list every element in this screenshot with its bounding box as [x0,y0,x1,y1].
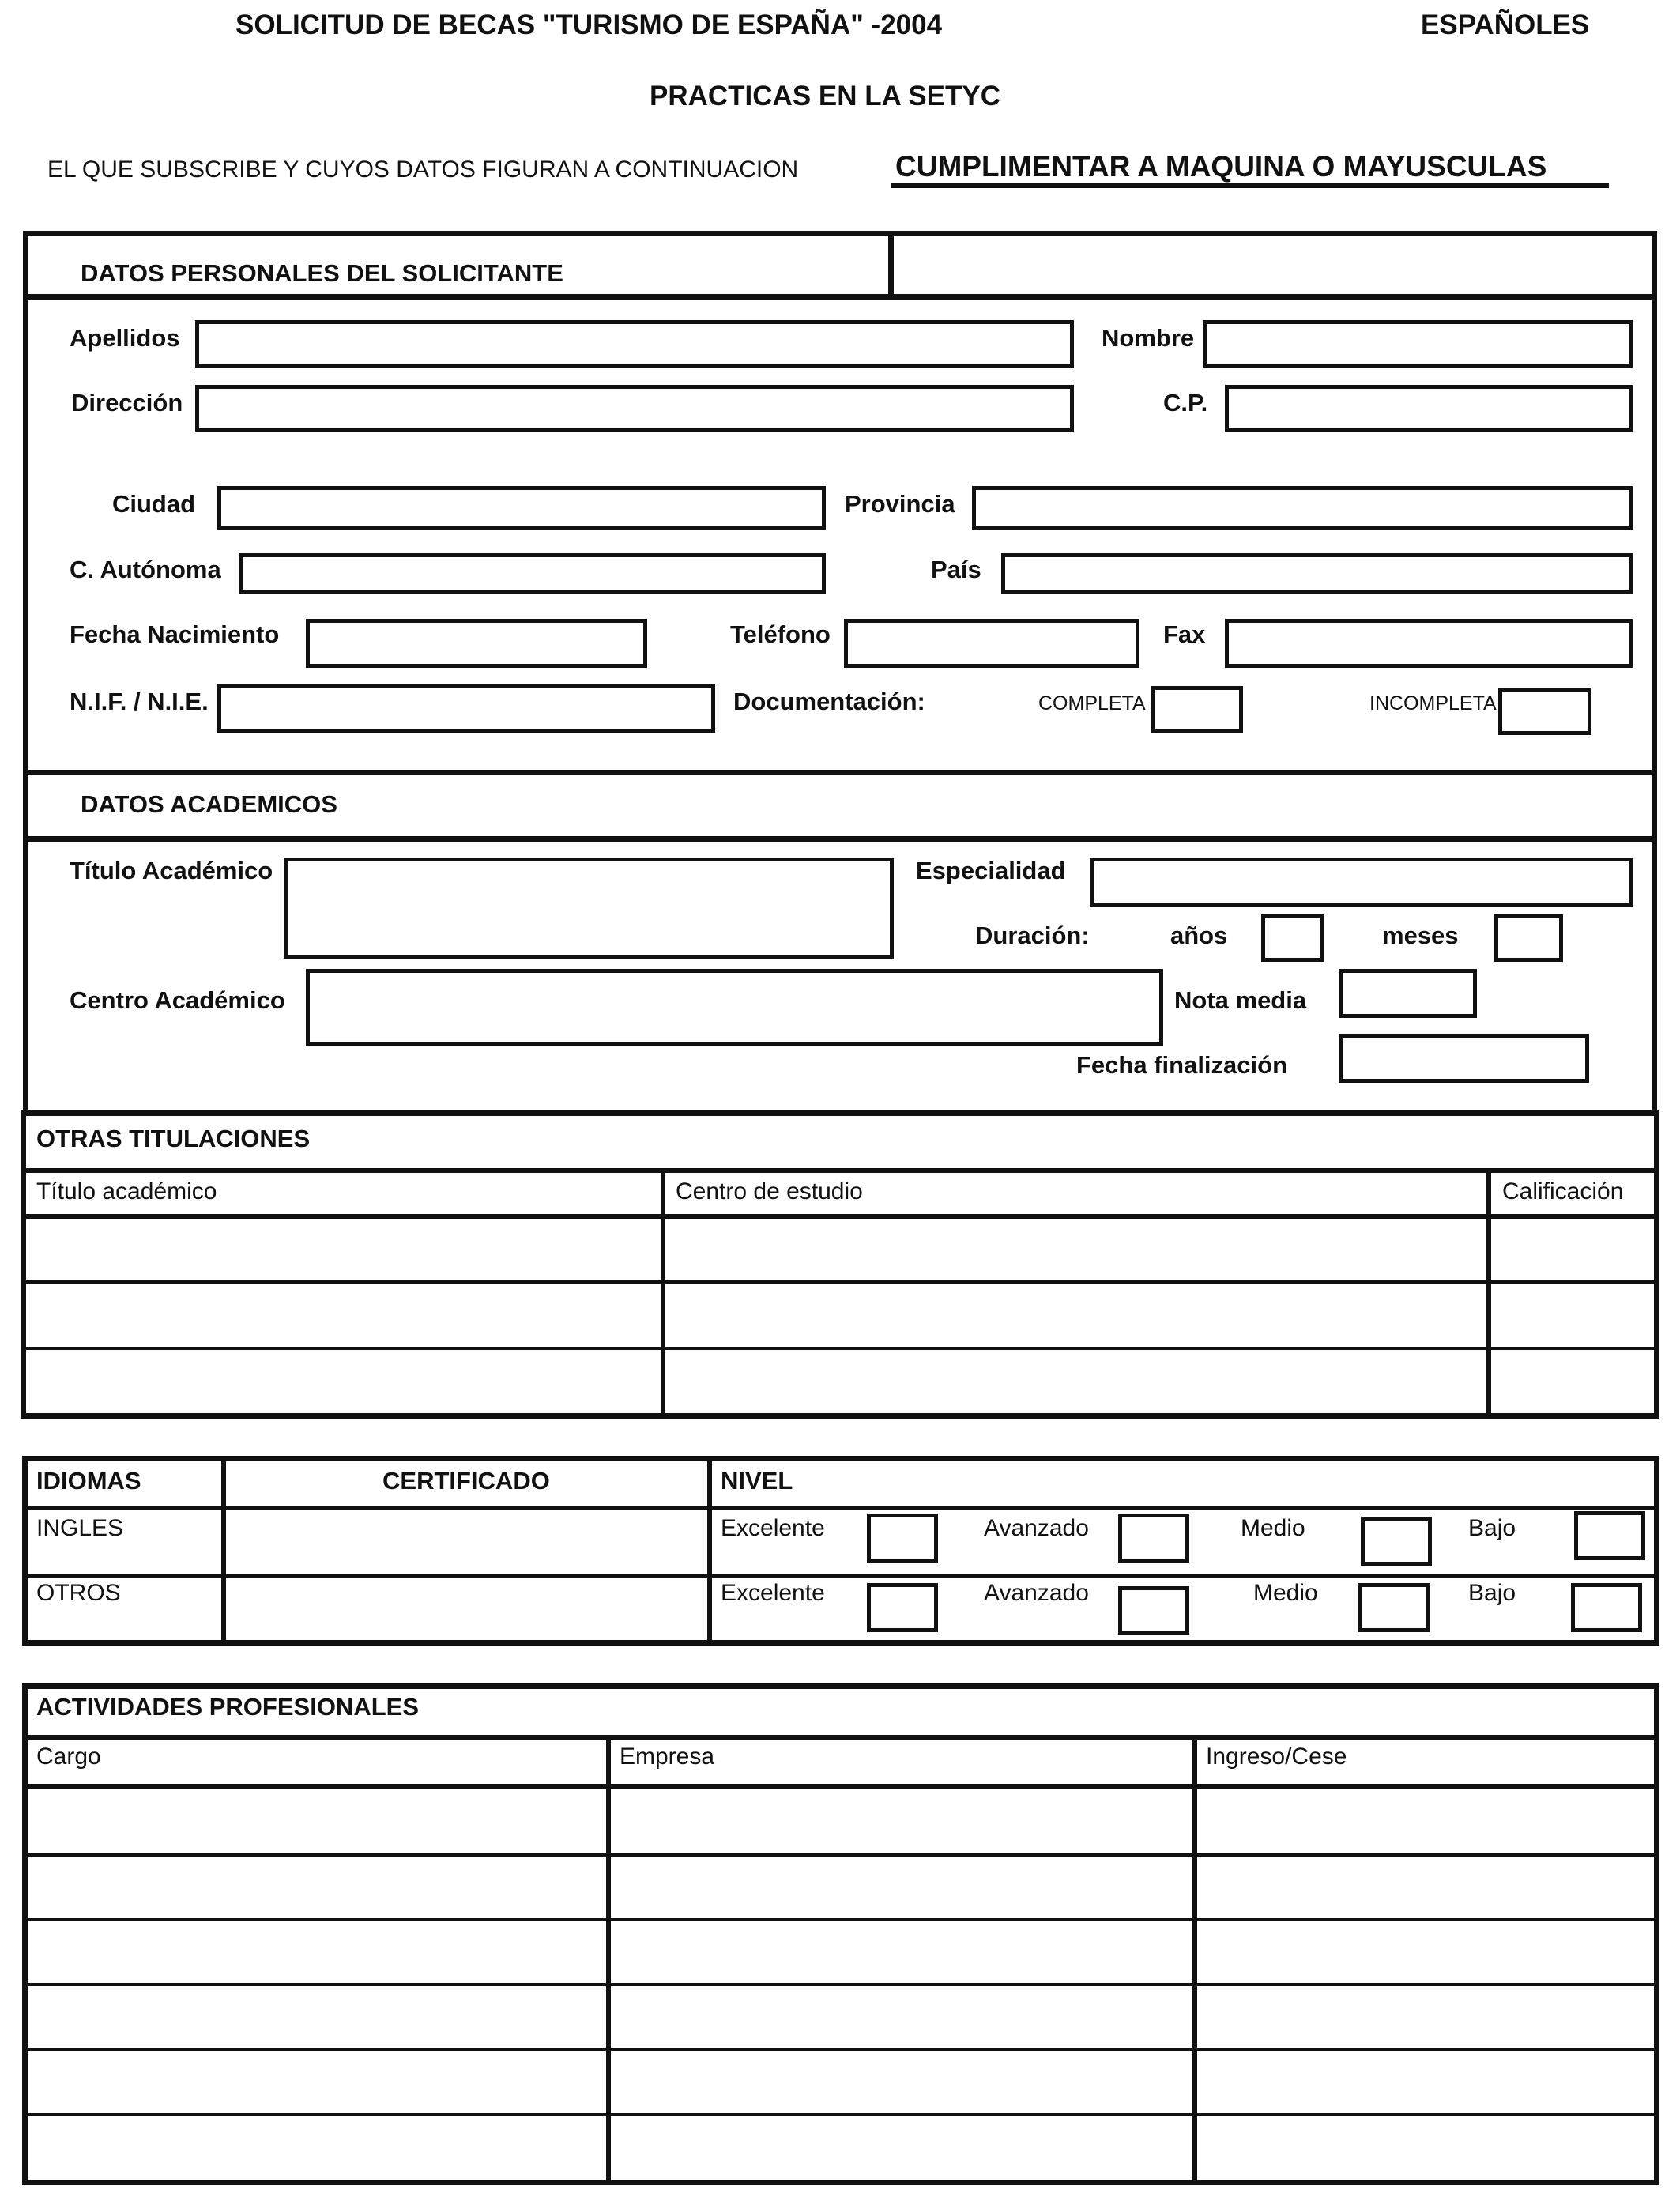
table-cell[interactable] [1491,1284,1654,1347]
table-cell[interactable] [28,2116,606,2180]
nif-field[interactable] [217,684,715,733]
ingles-certificado-cell[interactable] [226,1510,707,1574]
label-especialidad: Especialidad [916,857,1066,884]
label-incompleta: INCOMPLETA [1369,692,1497,714]
incompleta-checkbox[interactable] [1498,688,1591,735]
section-title-academic: DATOS ACADEMICOS [81,790,337,818]
academic-top-line [23,770,1657,775]
instruction-underline [891,183,1609,188]
fecha-finalizacion-field[interactable] [1339,1034,1589,1083]
category-label: ESPAÑOLES [1421,9,1590,40]
section-title-actividades: ACTIVIDADES PROFESIONALES [36,1693,419,1721]
label-fecha-finalizacion: Fecha finalización [1076,1051,1288,1079]
label-fax: Fax [1163,620,1206,648]
table-cell[interactable] [1197,1857,1654,1918]
col-cargo: Cargo [36,1744,101,1770]
provincia-field[interactable] [972,486,1633,530]
section-title-otras: OTRAS TITULACIONES [36,1125,311,1152]
row-otros: OTROS [36,1580,121,1606]
especialidad-field[interactable] [1090,858,1633,907]
otros-certificado-cell[interactable] [226,1578,707,1641]
idiomas-col-divider-2 [707,1456,712,1646]
ingles-excelente-label: Excelente [721,1515,825,1541]
nota-media-field[interactable] [1339,969,1477,1018]
ingles-bajo-label: Bajo [1468,1515,1516,1541]
label-pais: País [931,556,981,583]
ciudad-field[interactable] [217,486,826,530]
table-cell[interactable] [1197,1986,1654,2048]
cp-field[interactable] [1225,385,1633,432]
otros-bajo-label: Bajo [1468,1580,1516,1606]
col-calificacion: Calificación [1502,1178,1624,1204]
ingles-medio-label: Medio [1241,1515,1305,1541]
personal-header-divider [888,231,894,296]
label-titulo-academico: Título Académico [70,857,273,884]
instruction-text: CUMPLIMENTAR A MAQUINA O MAYUSCULAS [895,150,1547,183]
col-empresa: Empresa [620,1744,715,1770]
meses-field[interactable] [1494,914,1563,962]
label-fecha-nacimiento: Fecha Nacimiento [70,620,280,648]
table-cell[interactable] [1197,2051,1654,2113]
label-centro-academico: Centro Académico [70,986,285,1014]
table-cell[interactable] [611,1789,1192,1853]
label-nota-media: Nota media [1174,986,1307,1014]
actividades-title-line [22,1735,1659,1740]
col-certificado: CERTIFICADO [382,1467,550,1495]
label-c-autonoma: C. Autónoma [70,556,221,583]
centro-academico-field[interactable] [306,969,1163,1046]
label-duracion: Duración: [975,922,1090,949]
telefono-field[interactable] [844,619,1139,668]
label-provincia: Provincia [845,490,955,518]
label-anos: años [1170,922,1228,949]
table-cell[interactable] [611,2051,1192,2113]
ingles-medio-checkbox[interactable] [1361,1517,1432,1566]
table-cell[interactable] [28,1789,606,1853]
frame-left-line [23,231,28,1112]
fecha-nacimiento-field[interactable] [306,619,647,668]
label-ciudad: Ciudad [112,490,196,518]
pais-field[interactable] [1001,553,1633,594]
personal-header-line [23,294,1657,300]
table-cell[interactable] [665,1284,1486,1347]
table-cell[interactable] [1491,1219,1654,1280]
table-cell[interactable] [665,1219,1486,1280]
ingles-avanzado-label: Avanzado [984,1515,1089,1541]
col-ingreso-cese: Ingreso/Cese [1206,1744,1347,1770]
col-nivel: NIVEL [721,1467,793,1495]
frame-top-line [23,231,1657,236]
label-meses: meses [1382,922,1459,949]
ingles-bajo-checkbox[interactable] [1574,1511,1645,1560]
ingles-avanzado-checkbox[interactable] [1118,1514,1189,1563]
label-completa: COMPLETA [1038,692,1146,714]
table-cell[interactable] [28,1921,606,1983]
label-nombre: Nombre [1102,324,1195,352]
table-cell[interactable] [611,2116,1192,2180]
otras-title-line [21,1168,1659,1173]
completa-checkbox[interactable] [1151,686,1243,733]
table-cell[interactable] [1197,1789,1654,1853]
table-cell[interactable] [611,1857,1192,1918]
table-cell[interactable] [28,1350,661,1413]
fax-field[interactable] [1225,619,1633,668]
table-cell[interactable] [28,1857,606,1918]
otros-medio-checkbox[interactable] [1358,1583,1430,1632]
table-cell[interactable] [665,1350,1486,1413]
table-cell[interactable] [611,1921,1192,1983]
label-documentacion: Documentación: [733,688,925,715]
col-titulo-academico: Título académico [36,1178,217,1204]
table-cell[interactable] [28,2051,606,2113]
intro-text: EL QUE SUBSCRIBE Y CUYOS DATOS FIGURAN A CONTINUACION [47,156,799,183]
otros-medio-label: Medio [1253,1580,1318,1606]
form-title: SOLICITUD DE BECAS "TURISMO DE ESPAÑA" -2004 [235,9,943,40]
table-cell[interactable] [1197,1921,1654,1983]
direccion-field[interactable] [195,385,1074,432]
label-direccion: Dirección [71,389,183,417]
label-telefono: Teléfono [730,620,831,648]
otros-avanzado-label: Avanzado [984,1580,1089,1606]
otros-excelente-label: Excelente [721,1580,825,1606]
col-idiomas: IDIOMAS [36,1467,141,1495]
anos-field[interactable] [1261,914,1324,962]
apellidos-field[interactable] [195,320,1074,368]
table-cell[interactable] [1197,2116,1654,2180]
table-cell[interactable] [28,1284,661,1347]
table-cell[interactable] [28,1986,606,2048]
label-nif: N.I.F. / N.I.E. [70,688,209,715]
label-apellidos: Apellidos [70,324,180,352]
c-autonoma-field[interactable] [239,553,826,594]
label-cp: C.P. [1163,389,1208,417]
nombre-field[interactable] [1203,320,1633,368]
table-cell[interactable] [1491,1350,1654,1413]
section-title-personal: DATOS PERSONALES DEL SOLICITANTE [81,259,563,287]
ingles-excelente-checkbox[interactable] [867,1514,938,1563]
otros-avanzado-checkbox[interactable] [1118,1586,1189,1635]
table-cell[interactable] [28,1219,661,1280]
form-subtitle: PRACTICAS EN LA SETYC [650,81,1001,111]
table-cell[interactable] [611,1986,1192,2048]
titulo-academico-field[interactable] [284,858,894,959]
otros-bajo-checkbox[interactable] [1571,1583,1642,1632]
academic-header-line [23,836,1657,842]
row-ingles: INGLES [36,1515,124,1541]
col-centro-estudio: Centro de estudio [676,1178,863,1204]
frame-right-line [1652,231,1657,1112]
otros-excelente-checkbox[interactable] [867,1583,938,1632]
